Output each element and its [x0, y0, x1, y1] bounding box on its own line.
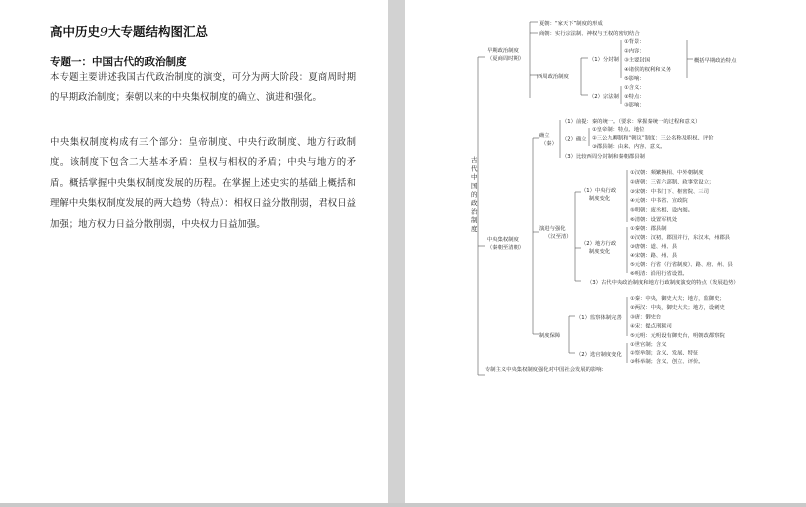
- central-admin-1: （1）中央行政: [581, 188, 617, 194]
- zongfa-item-2: ②特点：: [624, 93, 645, 100]
- supervision-item-3: ③唐：御史台: [630, 314, 662, 321]
- supervision-items: [630, 294, 725, 339]
- fenfeng-text: （1）分封制: [589, 57, 619, 63]
- selection-items: [630, 340, 704, 365]
- local-admin-2: 制度变化: [589, 249, 611, 255]
- zhou-text: 西周政治制度: [537, 74, 569, 80]
- shang-text: 商朝：实行宗法制、神权与王权的密切结合: [539, 31, 640, 37]
- fenfeng-items: [624, 37, 672, 82]
- trend-text: （3）古代中央政治制度和地方行政制度演变的特点（发展趋势）: [587, 280, 739, 286]
- establish-sub-items: [592, 125, 714, 150]
- xia-text: 夏朝：“家天下”制度的形成: [539, 21, 603, 27]
- early-summary: 概括早期政治特点: [694, 58, 737, 64]
- local-admin-item-3: ③唐朝：道、州、县: [630, 244, 678, 250]
- supervision-item-2: ②两汉：中央，御史大夫；地方，设刺史: [630, 305, 725, 312]
- central-label-2: （秦朝至清朝）: [487, 245, 525, 251]
- local-admin-item-4: ④宋朝：路、州、县: [630, 253, 678, 259]
- establish-label-2: （秦）: [541, 141, 557, 147]
- zongfa-item-3: ③影响：: [624, 102, 645, 109]
- fenfeng-item-2: ②内容：: [624, 48, 645, 55]
- fenfeng-item-5: ⑤影响：: [624, 76, 645, 83]
- local-admin-item-1: ①秦朝：郡县制: [630, 226, 667, 232]
- fenfeng-item-1: ①背景：: [624, 39, 645, 45]
- central-admin-item-3: ③宋朝：中书门下、枢密院、三司: [630, 188, 709, 195]
- central-admin-item-1: ①汉朝：频繁换相、中外朝制度: [630, 170, 704, 176]
- supervision-item-5: ⑤元明：元明设有御史台，明朝改都察院: [630, 332, 725, 339]
- guarantee-label: 制度保障: [539, 333, 561, 339]
- selection-label: （2）选官制度变化: [576, 352, 622, 358]
- establish-sub-item-3: ③郡县制：由来、内容、意义。: [592, 144, 666, 151]
- zongfa-text: （2）宗法制: [589, 94, 619, 100]
- section-title: 专题一：中国古代的政治制度: [50, 56, 187, 68]
- document-title: 高中历史9大专题结构图汇总: [50, 24, 208, 39]
- central-admin-item-2: ②唐朝：三省六部制、政事堂设立；: [630, 179, 715, 186]
- local-admin-items: [630, 224, 733, 277]
- selection-item-1: ①世官制；含义: [630, 342, 667, 348]
- supervision-item-1: ①秦：中央，御史大夫；地方，监御史；: [630, 296, 725, 302]
- document-page-right: [405, 0, 806, 503]
- establish-label-1: 确立: [539, 133, 550, 139]
- establish-item-1: （1）前提：秦的统一。（要求：掌握秦统一的过程和意义）: [562, 119, 701, 125]
- selection-item-2: ②察举制；含义、发展、特征: [630, 350, 699, 357]
- title-number: 9: [100, 24, 108, 39]
- central-admin-items: [630, 168, 714, 223]
- zongfa-item-1: ①含义：: [624, 85, 645, 91]
- establish-item-3: （3）比较西周分封制和秦朝郡县制: [562, 154, 645, 161]
- local-admin-1: （2）地方行政: [581, 241, 617, 247]
- central-admin-item-5: ⑤明朝：废丞相、设内阁。: [630, 207, 694, 214]
- supervision-label: （1）监察体制完善: [576, 315, 622, 321]
- establish-item-2: （2）确立: [562, 136, 587, 143]
- local-admin-item-2: ②汉朝：汉初，郡国并行，东汉末，州郡县: [630, 235, 731, 241]
- central-admin-2: 制度变化: [589, 196, 611, 202]
- early-label-1: 早期政治制度: [487, 48, 519, 54]
- zongfa-items: [624, 83, 645, 109]
- page-gap: [388, 0, 405, 503]
- paragraph-structure: 中央集权制度构成有三个部分：皇帝制度、中央行政制度、地方行政制度。该制度下包含二大基本矛盾：皇权与相权的矛盾；中央与地方的矛盾。概括掌握中央集权制度发展的历程。在掌握上述史实的基础上概括和理解中央集权制度发展的两大趋势（特点）：相权日益分散削弱，君权日益加强；地方权力日益分散削弱，中央权力日益加强。: [50, 137, 356, 230]
- bottom-note: 专制主义中央集权制度强化对中国社会发展的影响：: [485, 367, 607, 373]
- local-admin-item-6: ⑥明清：沿用行省设置。: [630, 271, 688, 277]
- establish-sub-item-1: ①皇帝制：特点、地位: [592, 127, 645, 133]
- local-admin-item-5: ⑤元朝：行省（行省制度）、路、府、州、县: [630, 262, 733, 268]
- evolve-label-2: （汉至清）: [545, 234, 572, 240]
- early-label-2: （夏商周时期）: [487, 56, 525, 62]
- central-admin-item-4: ④元朝：中书省、宣政院: [630, 198, 688, 205]
- supervision-item-4: ④宋：提点刑狱司: [630, 323, 672, 330]
- structure-diagram: [405, 0, 806, 503]
- central-label-1: 中央集权制度: [487, 237, 519, 243]
- evolve-label-1: 演进与强化: [539, 226, 566, 232]
- root-label: 古代中国的政治制度: [471, 156, 478, 233]
- paragraph-intro: 本专题主要讲述我国古代政治制度的演变，可分为两大阶段：夏商周时期的早期政治制度；秦朝以来的中央集权制度的确立、演进和强化。: [50, 72, 356, 104]
- fenfeng-item-4: ④诸侯的权利和义务: [624, 66, 672, 73]
- establish-sub-item-2: ②三公九卿制和“朝议”制度：三公名称及职权、评价: [592, 135, 714, 142]
- selection-item-3: ③科举制；含义、创立、评价。: [630, 359, 704, 366]
- document-page-left: [0, 0, 388, 503]
- fenfeng-item-3: ③主要封国: [624, 57, 650, 64]
- central-admin-item-6: ⑥清朝：设置军机处: [630, 217, 678, 223]
